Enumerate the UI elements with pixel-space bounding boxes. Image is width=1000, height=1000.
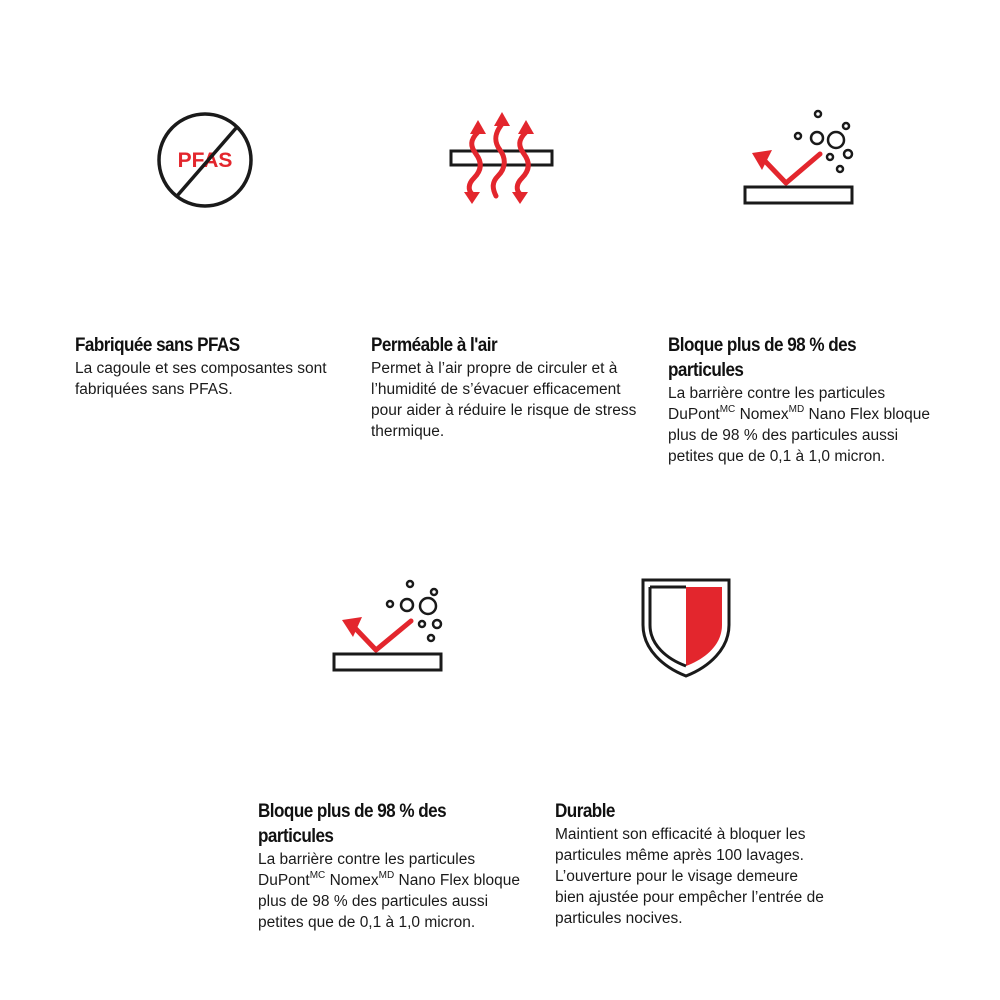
feature-title: Fabriquée sans PFAS [75,335,240,356]
feature-breathable [371,333,641,442]
trademark-mark: MC [309,869,326,881]
pfas-icon-label: PFAS [177,149,233,172]
trademark-mark: MD [378,869,395,881]
trademark-mark: MC [719,403,736,415]
description-part: La barrière contre les particules DuPont [258,851,476,889]
description-part: Nomex [325,872,379,889]
feature-particle-block [258,799,528,933]
feature-description [258,849,528,933]
description-part: La barrière contre les particules DuPont [668,385,886,423]
particle-barrier-icon [331,578,446,678]
trademark-mark: MD [788,403,805,415]
pfas-free-icon [155,110,255,210]
feature-durable [555,799,825,929]
description-part: Nomex [735,406,789,423]
feature-description [668,383,938,467]
feature-title: Perméable à l'air [371,335,498,356]
feature-description: Permet à l’air propre de circuler et à l’humidité de s’évacuer efficacement pour aider à réduire le risque de stress thermique. [371,360,637,440]
feature-title: Bloque plus de 98 % des particules [258,801,447,847]
description-part: Nano Flex bloque plus de 98 % des particules aussi petites que de 0,1 à 1,0 micron. [258,872,521,931]
feature-title: Bloque plus de 98 % des particules [668,335,857,381]
feature-description: Maintient son efficacité à bloquer les particules même après 100 lavages. L’ouverture pour le visage demeure bien ajustée pour empêcher l’entrée de particules nocives. [555,826,824,927]
particle-barrier-icon [742,108,857,208]
description-part: Nano Flex bloque plus de 98 % des particules aussi petites que de 0,1 à 1,0 micron. [668,406,931,465]
feature-title: Durable [555,801,615,822]
feature-particle-block [668,333,938,467]
feature-pfas-free [75,333,345,400]
breathable-heat-icon [448,112,558,207]
shield-icon [641,577,733,679]
feature-description: La cagoule et ses composantes sont fabriquées sans PFAS. [75,360,327,398]
